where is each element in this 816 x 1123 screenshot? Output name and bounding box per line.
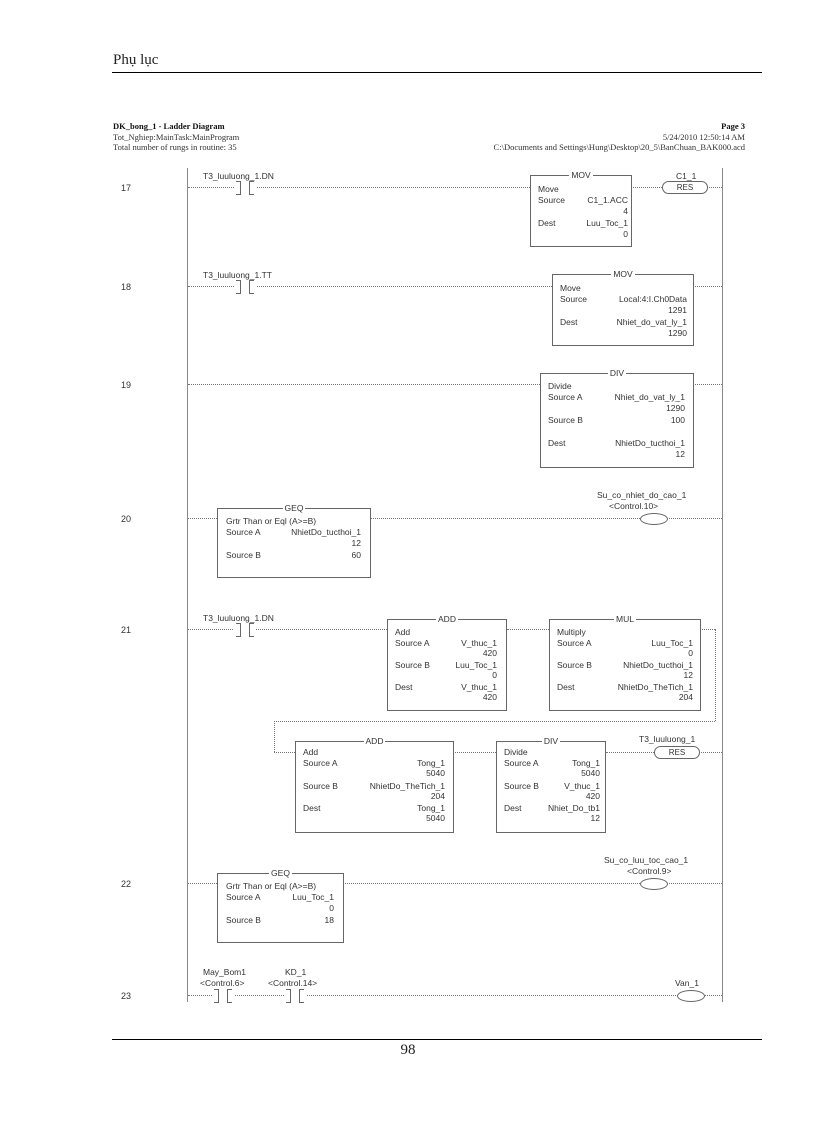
report-rungs-total: Total number of rungs in routine: 35	[113, 142, 237, 152]
footer-rule	[112, 1039, 762, 1040]
rung-wire	[188, 187, 722, 188]
contact-tag: KD_1	[285, 967, 307, 977]
dest-label: Dest	[557, 682, 575, 692]
contact-tag: May_Bom1	[203, 967, 246, 977]
dest-value: 204	[678, 692, 693, 702]
add-block[interactable]	[387, 614, 507, 711]
rung-wire	[188, 518, 217, 519]
source-b-value: 18	[324, 915, 334, 925]
source-b-tag: NhietDo_tucthoi_1	[623, 660, 693, 670]
source-label: Source	[538, 195, 565, 205]
source-a-label: Source A	[226, 892, 261, 902]
source-b-label: Source B	[395, 660, 430, 670]
block-op: Move	[560, 283, 581, 293]
xic-contact-icon[interactable]	[234, 181, 256, 193]
source-b-tag: NhietDo_TheTich_1	[369, 781, 445, 791]
source-b-value: 204	[430, 791, 445, 801]
source-b-value: 12	[683, 670, 693, 680]
rung-wire	[370, 518, 722, 519]
source-a-value: 0	[329, 903, 334, 913]
header-rule	[112, 72, 762, 73]
block-op: Multiply	[557, 627, 586, 637]
coil-tag: C1_1	[676, 171, 697, 181]
block-title: MOV	[571, 170, 591, 180]
coil-tag: T3_luuluong_1	[639, 734, 696, 744]
mul-block[interactable]	[549, 614, 701, 711]
dest-label: Dest	[560, 317, 578, 327]
source-b-value: 100	[670, 415, 685, 425]
dest-label: Dest	[504, 803, 522, 813]
dest-label: Dest	[303, 803, 321, 813]
source-value: 4	[623, 206, 628, 216]
source-a-tag: Tong_1	[572, 758, 600, 768]
rung-number: 21	[121, 625, 132, 635]
ote-coil-icon[interactable]	[677, 990, 705, 1002]
dest-tag: NhietDo_tucthoi_1	[615, 438, 685, 448]
rung-wire	[188, 883, 217, 884]
xic-contact-icon[interactable]	[234, 623, 256, 635]
source-a-label: Source A	[504, 758, 539, 768]
rung-wire	[699, 629, 715, 630]
dest-label: Dest	[395, 682, 413, 692]
source-a-tag: Luu_Toc_1	[651, 638, 693, 648]
source-b-label: Source B	[303, 781, 338, 791]
source-b-tag: V_thuc_1	[564, 781, 600, 791]
coil-tag: Su_co_luu_toc_cao_1	[604, 855, 689, 865]
rung-number: 23	[121, 991, 132, 1001]
block-title: ADD	[438, 614, 456, 624]
rung-wire	[188, 384, 540, 385]
report-datetime: 5/24/2010 12:50:14 AM	[662, 131, 745, 142]
branch-wire	[715, 629, 716, 721]
contact-sub: <Control.14>	[268, 978, 318, 988]
block-title: DIV	[543, 736, 559, 746]
source-a-value: 1290	[666, 403, 685, 413]
coil-sub: <Control.9>	[627, 866, 672, 876]
page-header-section: Phụ lục	[113, 52, 159, 68]
source-b-label: Source B	[226, 550, 261, 560]
report-path: Tot_Nghiep:MainTask:MainProgram	[113, 131, 240, 142]
source-a-value: 0	[688, 648, 693, 658]
dest-tag: Nhiet_Do_tb1	[548, 803, 600, 813]
dest-value: 420	[482, 692, 497, 702]
source-a-label: Source A	[395, 638, 430, 648]
dest-value: 0	[623, 229, 628, 239]
add-block[interactable]	[295, 736, 454, 833]
block-op: Divide	[548, 381, 572, 391]
source-b-label: Source B	[504, 781, 539, 791]
source-tag: C1_1.ACC	[587, 195, 628, 205]
source-a-value: 12	[351, 538, 361, 548]
source-b-value: 0	[492, 670, 497, 680]
rung-number: 18	[121, 282, 132, 292]
geq-block[interactable]	[217, 868, 344, 943]
rung-wire	[693, 384, 722, 385]
source-b-tag: Luu_Toc_1	[455, 660, 497, 670]
dest-value: 5040	[426, 813, 445, 823]
dest-value: 12	[675, 449, 685, 459]
block-op: Grtr Than or Eql (A>=B)	[226, 516, 317, 526]
block-op: Add	[395, 627, 411, 637]
block-title: GEQ	[284, 503, 304, 513]
source-a-tag: V_thuc_1	[461, 638, 497, 648]
rung-number: 22	[121, 879, 132, 889]
report-header-right	[494, 121, 745, 153]
rung-number: 19	[121, 380, 132, 390]
branch-wire	[274, 721, 275, 752]
ote-coil-icon[interactable]	[640, 878, 668, 890]
rung-wire	[453, 752, 496, 753]
right-power-rail	[722, 168, 723, 1002]
dest-tag: Nhiet_do_vat_ly_1	[616, 317, 687, 327]
block-title: MUL	[616, 614, 634, 624]
rung-wire	[693, 286, 722, 287]
page-number: 98	[400, 1042, 416, 1058]
report-header-left	[113, 121, 239, 153]
rung-wire	[188, 629, 387, 630]
branch-wire	[274, 721, 715, 722]
rung-number: 17	[121, 183, 132, 193]
block-title: GEQ	[271, 868, 290, 878]
mov-block[interactable]	[530, 170, 632, 247]
source-value: 1291	[668, 305, 687, 315]
source-b-value: 420	[585, 791, 600, 801]
rung-wire	[188, 995, 722, 996]
block-title: ADD	[365, 736, 384, 746]
source-b-label: Source B	[557, 660, 592, 670]
source-a-tag: NhietDo_tucthoi_1	[291, 527, 361, 537]
geq-block[interactable]	[217, 503, 371, 578]
xic-contact-icon[interactable]	[212, 989, 234, 1001]
source-a-value: 5040	[581, 768, 600, 778]
block-title: DIV	[609, 368, 625, 378]
dest-tag: NhietDo_TheTich_1	[617, 682, 693, 692]
block-title: MOV	[613, 269, 633, 279]
res-coil-icon[interactable]: RES	[662, 181, 708, 194]
div-block[interactable]	[496, 736, 606, 833]
block-op: Add	[303, 747, 319, 757]
source-tag: Local:4:I.Ch0Data	[618, 294, 687, 304]
source-label: Source	[560, 294, 587, 304]
xic-contact-icon[interactable]	[234, 280, 256, 292]
block-op: Move	[538, 184, 559, 194]
dest-value: 12	[590, 813, 600, 823]
source-a-label: Source A	[557, 638, 592, 648]
contact-sub: <Control.6>	[200, 978, 245, 988]
dest-value: 1290	[668, 328, 687, 338]
contact-tag: T3_luuluong_1.DN	[203, 613, 274, 623]
coil-tag: Van_1	[675, 978, 699, 988]
ote-coil-icon[interactable]	[640, 513, 668, 525]
coil-tag: Su_co_nhiet_do_cao_1	[597, 490, 687, 500]
contact-tag: T3_luuluong_1.TT	[203, 270, 272, 280]
source-a-label: Source A	[303, 758, 338, 768]
div-block[interactable]	[540, 368, 694, 468]
source-b-value: 60	[351, 550, 361, 560]
source-b-label: Source B	[548, 415, 583, 425]
source-a-value: 420	[482, 648, 497, 658]
res-coil-icon[interactable]: RES	[654, 746, 700, 759]
mov-block[interactable]	[552, 269, 694, 346]
left-power-rail	[187, 168, 188, 1002]
report-title: DK_bong_1 - Ladder Diagram	[113, 121, 225, 131]
dest-label: Dest	[538, 218, 556, 228]
report-file: C:\Documents and Settings\Hung\Desktop\20_5\BanChuan_BAK000.acd	[493, 142, 745, 152]
contact-tag: T3_luuluong_1.DN	[203, 171, 274, 181]
source-a-label: Source A	[226, 527, 261, 537]
dest-tag: Tong_1	[417, 803, 445, 813]
source-a-tag: Tong_1	[417, 758, 445, 768]
dest-label: Dest	[548, 438, 566, 448]
source-a-tag: Luu_Toc_1	[292, 892, 334, 902]
source-b-label: Source B	[226, 915, 261, 925]
dest-tag: V_thuc_1	[461, 682, 497, 692]
source-a-tag: Nhiet_do_vat_ly_1	[614, 392, 685, 402]
source-a-value: 5040	[426, 768, 445, 778]
coil-sub: <Control.10>	[609, 501, 659, 511]
block-op: Grtr Than or Eql (A>=B)	[226, 881, 317, 891]
rung-wire	[507, 629, 549, 630]
rung-number: 20	[121, 514, 132, 524]
rung-wire	[274, 752, 295, 753]
source-a-label: Source A	[548, 392, 583, 402]
report-page: Page 3	[721, 121, 745, 131]
xic-contact-icon[interactable]	[284, 989, 306, 1001]
block-op: Divide	[504, 747, 528, 757]
dest-tag: Luu_Toc_1	[586, 218, 628, 228]
